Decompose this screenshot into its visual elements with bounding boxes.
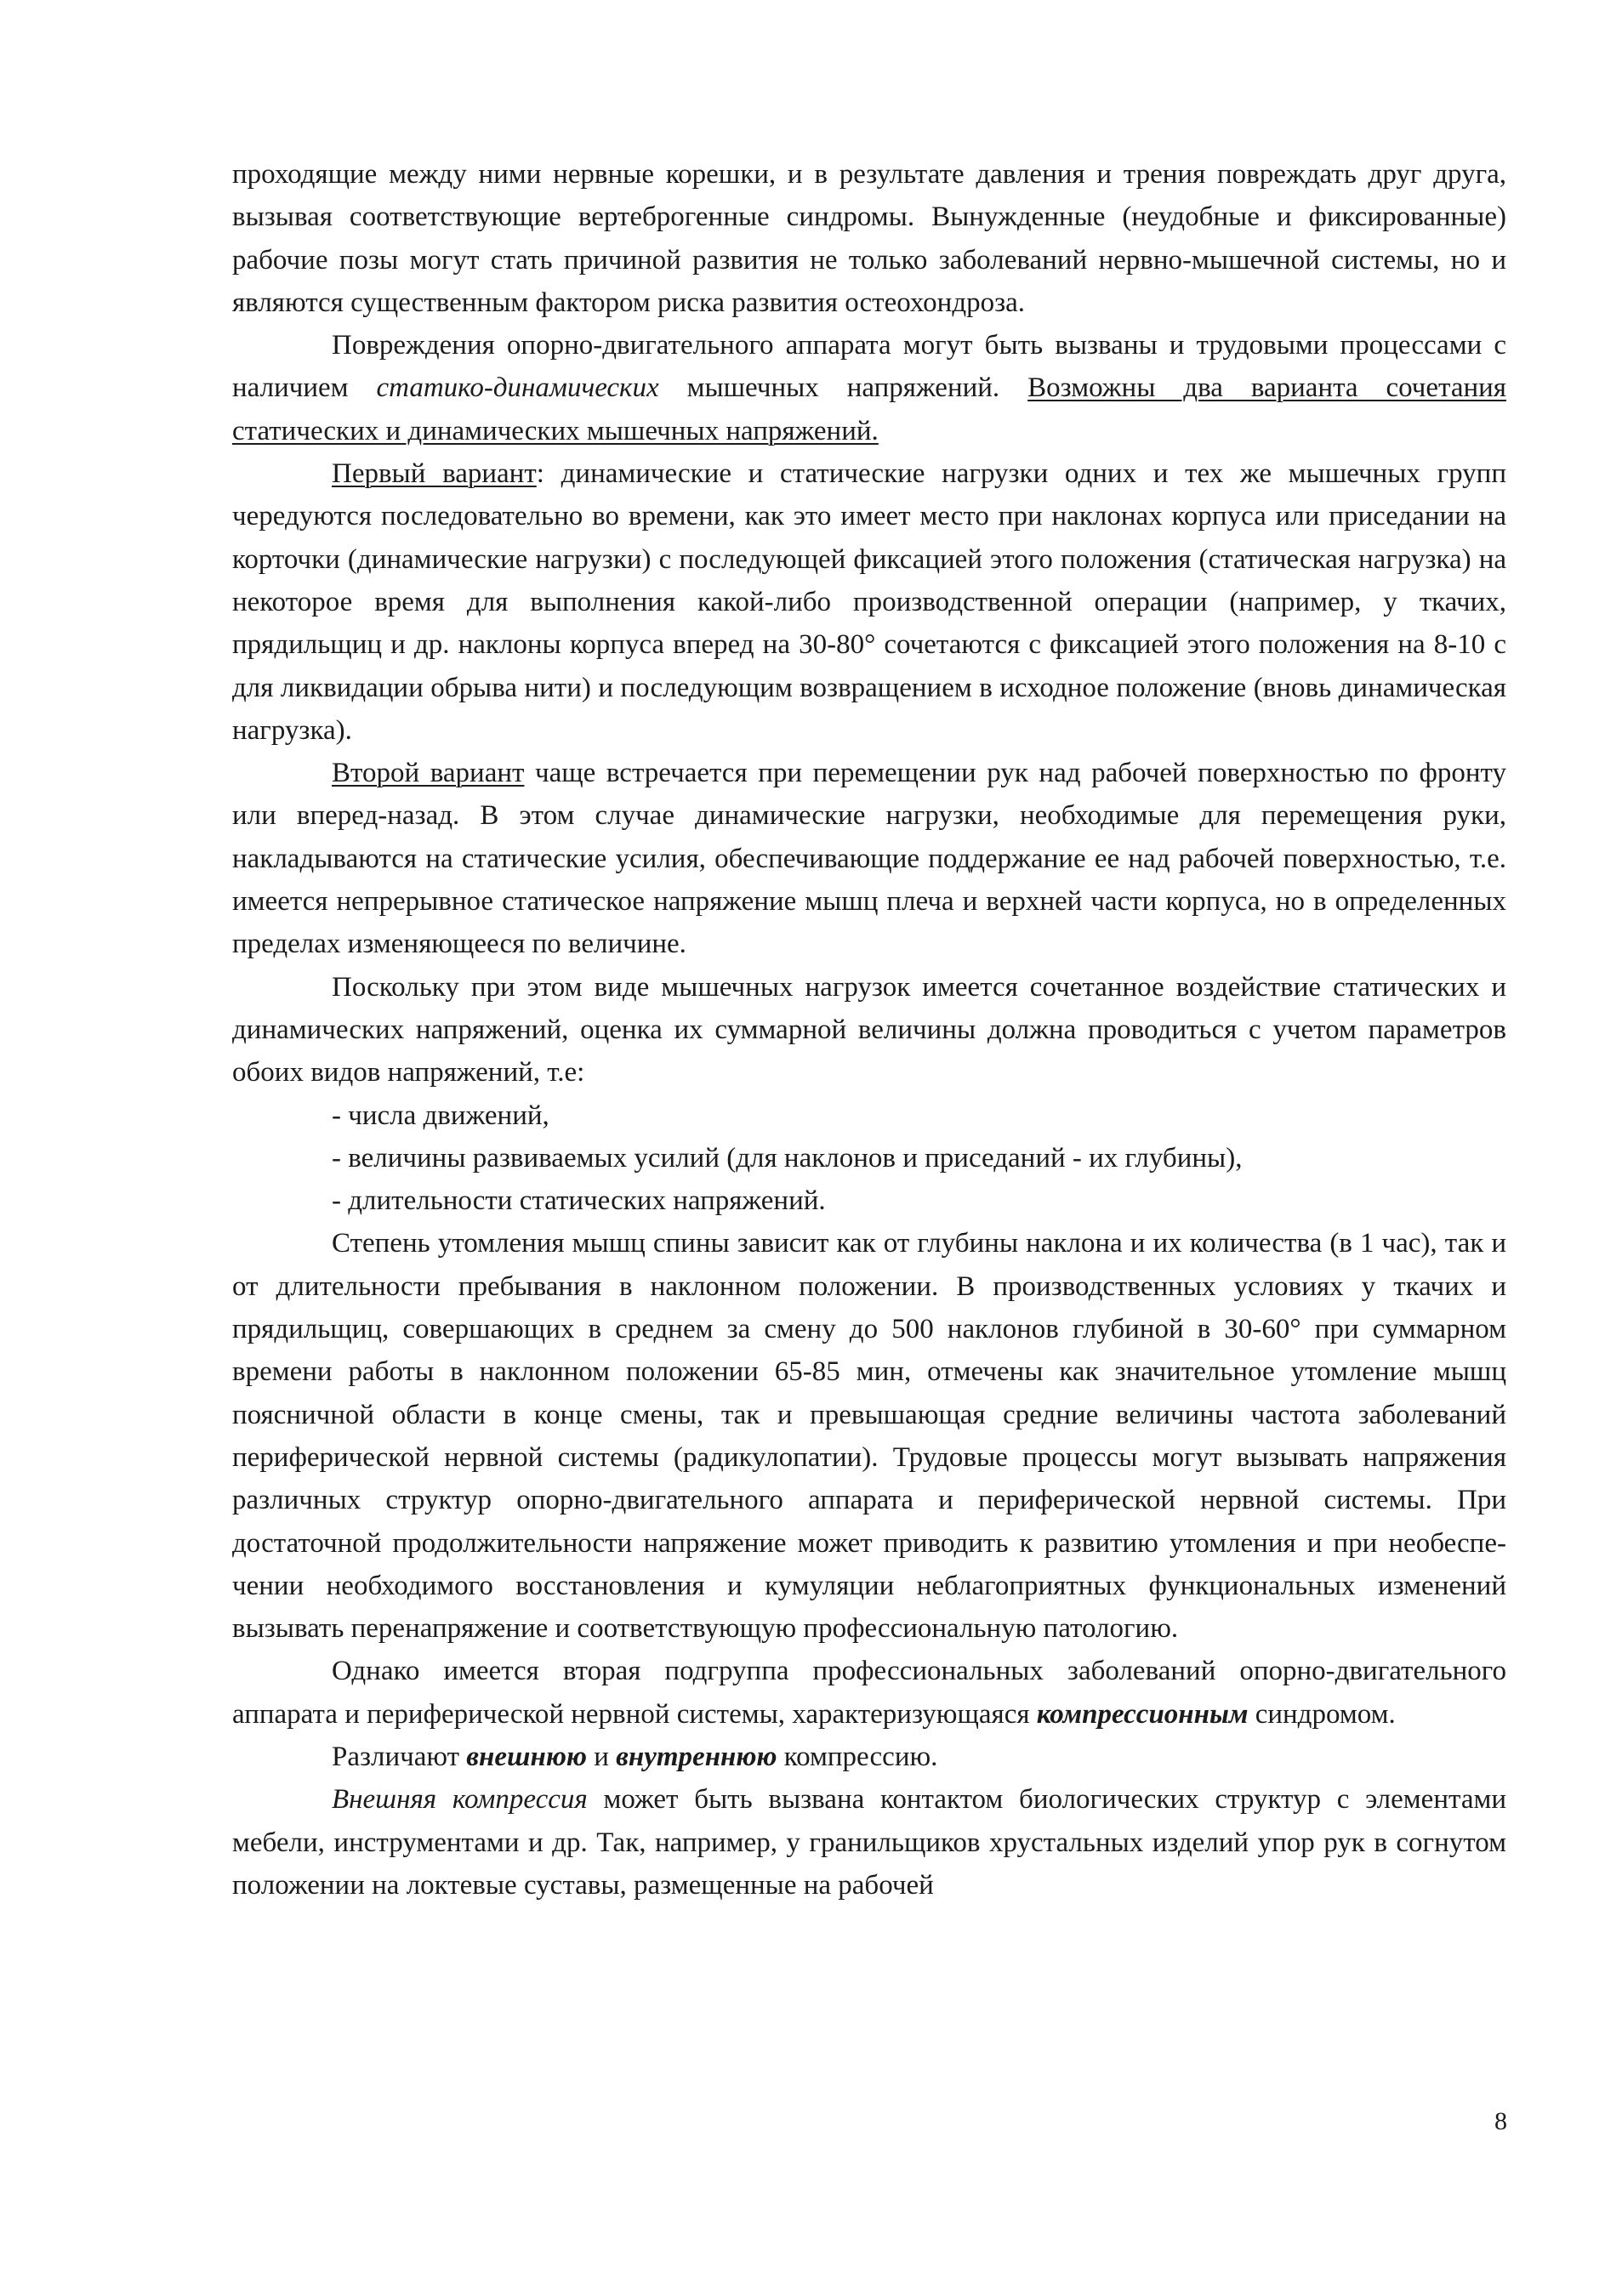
paragraph [232,324,1506,452]
text-run: чаще встречается при перемещении рук над рабочей поверхностью по фронту или вперед-назад. В этом случае динамические нагрузки, необходимые для перемещения руки, накладываются на статические усилия, обеспечивающие поддержание ее над рабочей поверхностью, т.е. имеется непрерывное статическое напряжение мышц плеча и верхней части корпуса, но в определенных пределах изменяющееся по величине. [232,758,1506,960]
text-run: Однако имеется вторая подгруппа профессиональных заболеваний опорно-двигательного аппарата и периферической нервной системы, характеризующаяся [232,1656,1506,1730]
text-run: проходящие между ними нервные корешки, и в результате давления и трения повреждать друг друга, вызывая соответствующие вертеброгенные синдромы. Вынужденные (неудобные и фиксированные) рабочие позы могут стать причиной развития не только заболеваний нервно-мышечной системы, но и являются существенным фактором риска развития остеохондроза. [232,159,1506,318]
paragraph [232,1650,1506,1736]
paragraph [232,452,1506,752]
text-run: компрессию. [777,1741,938,1772]
list-item [232,1094,1506,1137]
paragraph [232,752,1506,965]
italic-term: Внешняя компрессия [332,1784,588,1816]
text-run: синдромом. [1248,1698,1396,1730]
text-run: Различают [332,1741,467,1772]
italic-term: статико-динамических [376,372,659,404]
bold-italic-term: компрессионным [1036,1698,1249,1730]
underlined-heading: Второй вариант [332,758,525,789]
underlined-text: Возможны два варианта сочетания статических и динамических мышечных напряжений. [232,372,1506,446]
underlined-heading: Первый вариант [332,458,537,490]
text-run: - величины развиваемых усилий (для наклонов и приседаний - их глубины), [332,1142,1243,1174]
text-run: - числа движений, [332,1100,549,1131]
page-number: 8 [1494,2107,1507,2135]
paragraph [232,1736,1506,1778]
list-item [232,1179,1506,1222]
list-item [232,1137,1506,1179]
paragraph-continuation [232,153,1506,324]
text-run: Степень утомления мышц спины зависит как от глубины наклона и их количества (в 1 час), так и от длительности пребывания в наклонном положении. В производственных условиях у ткачих и прядильщиц, совершающих в среднем за смену до 500 наклонов глубиной в 30-60° при суммарном времени работы в наклонном положении 65-85 мин, отмечены как значительное утомление мышц поясничной области в конце смены, так и превышающая средние величины частота заболеваний периферической нервной системы (радикулопатии). Трудовые процессы могут вызывать напряжения различных структур опорно-двигательного аппарата и периферической нервной системы. При достаточной продолжительности напряжение может приводить к развитию утомления и при необеспечении необходимого восстановления и кумуляции неблагоприятных функциональных изменений вызывать перенапряжение и соответствующую профессиональную патологию. [232,1228,1506,1645]
text-run: Поскольку при этом виде мышечных нагрузок имеется сочетанное воздействие статических и динамических напряжений, оценка их суммарной величины должна проводиться с учетом параметров обоих видов напряжений, т.е: [232,971,1506,1088]
bold-italic-term: внешнюю [466,1741,587,1772]
text-run: : динамические и статические нагрузки одних и тех же мышечных групп чередуются последовательно во времени, как это имеет место при наклонах корпуса или приседании на корточки (динамические нагрузки) с последующей фиксацией этого положения (статическая нагрузка) на некоторое время для выполнения какой-либо производственной операции (например, у ткачих, прядильщиц и др. наклоны корпуса вперед на 30-80° сочетаются с фиксацией этого положения на 8-10 с для ликвидации обрыва нити) и последующим возвращением в исходное положение (вновь динамическая нагрузка). [232,458,1506,746]
paragraph [232,966,1506,1094]
text-run: и [587,1741,617,1772]
text-run: Повреждения опорно-двигательного аппарата могут быть вызваны и трудовыми процессами с наличием [232,330,1506,404]
bold-italic-term: внутреннюю [616,1741,777,1772]
text-run: может быть вызвана контактом биологических структур с элементами мебели, инструментами и др. Так, например, у гранильщиков хрустальных изделий упор рук в согнутом положении на локтевые суставы, размещенные на рабочей [232,1784,1507,1901]
paragraph [232,1222,1506,1650]
text-run: мышечных напряжений. [658,372,1028,404]
text-run: - длительности статических напряжений. [332,1185,826,1217]
body-text [232,153,1506,1907]
paragraph [232,1778,1506,1907]
